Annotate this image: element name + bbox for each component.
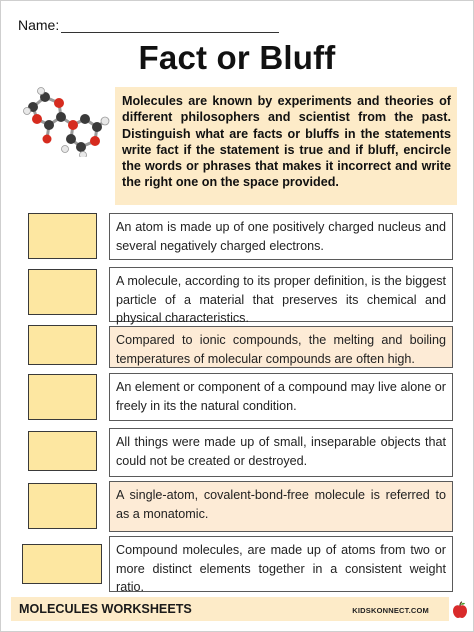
statement-3: Compared to ionic compounds, the melting and boiling temperatures of molecular compounds are often high.: [109, 326, 453, 368]
answer-box-2[interactable]: [28, 269, 97, 315]
statement-7: Compound molecules, are made up of atoms from two or more distinct elements together in a consistent weight ratio.: [109, 536, 453, 592]
footer-title: MOLECULES WORKSHEETS: [19, 602, 192, 616]
statement-5: All things were made up of small, inseparable objects that could not be created or destroyed.: [109, 428, 453, 477]
answer-box-5[interactable]: [28, 431, 97, 471]
molecule-model-icon: [21, 87, 111, 157]
name-label: Name:: [18, 17, 60, 33]
answer-box-1[interactable]: [28, 213, 97, 259]
answer-box-7[interactable]: [22, 544, 102, 584]
statement-6: A single-atom, covalent-bond-free molecule is referred to as a monatomic.: [109, 481, 453, 532]
statement-2: A molecule, according to its proper definition, is the biggest particle of a material that preserves its chemical and physical characteristics.: [109, 267, 453, 322]
page-title: Fact or Bluff: [138, 39, 336, 76]
name-input-line[interactable]: [61, 19, 279, 33]
footer-bar: [11, 597, 449, 621]
apple-icon: [452, 601, 468, 619]
answer-box-3[interactable]: [28, 325, 97, 365]
answer-box-4[interactable]: [28, 374, 97, 420]
name-field: [18, 17, 279, 33]
footer-brand: KIDSKONNECT.COM: [352, 606, 429, 615]
statement-4: An element or component of a compound may live alone or freely in its the natural condition.: [109, 373, 453, 421]
statement-1: An atom is made up of one positively charged nucleus and several negatively charged electrons.: [109, 213, 453, 260]
instructions-box: Molecules are known by experiments and theories of different philosophers and scientist from the past. Distinguish what are facts or bluffs in the statements write fact if the statement is true and if bluff, encircle the words or phrases that makes it incorrect and write the right one on the space provided.: [115, 87, 457, 205]
answer-box-6[interactable]: [28, 483, 97, 529]
